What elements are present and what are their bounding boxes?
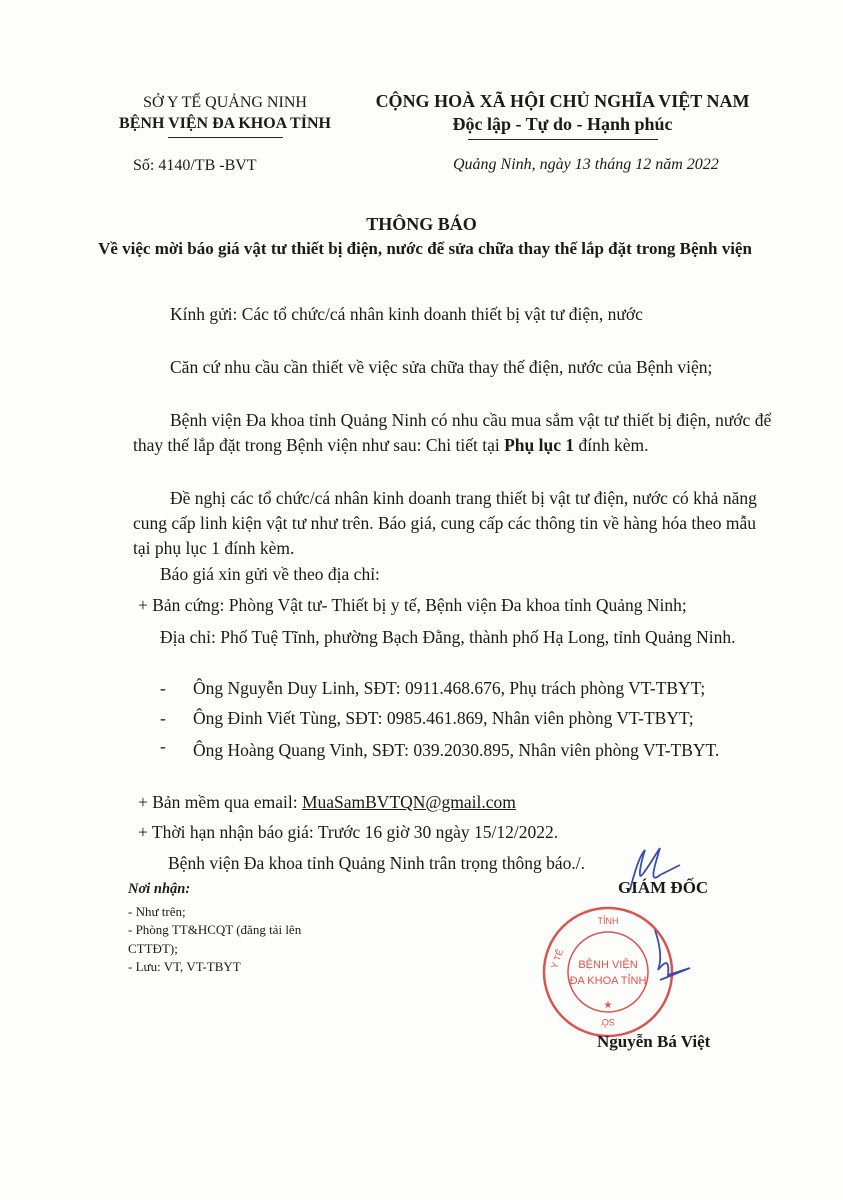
date-place: Quảng Ninh, ngày 13 tháng 12 năm 2022 bbox=[453, 156, 719, 173]
recipient-1: - Như trên; bbox=[128, 904, 186, 919]
recipient-3: - Lưu: VT, VT-TBYT bbox=[128, 959, 241, 974]
authority-line-2: BỆNH VIỆN ĐA KHOA TỈNH bbox=[119, 115, 331, 132]
stamp-line-1: BỆNH VIỆN bbox=[578, 959, 638, 971]
document-number: Số: 4140/TB -BVT bbox=[133, 157, 257, 174]
national-motto bbox=[360, 90, 765, 140]
stamp-side-text: Y TẾ bbox=[549, 948, 566, 970]
motto: Độc lập - Tự do - Hạnh phúc bbox=[452, 114, 673, 134]
paragraph-request: Đề nghị các tổ chức/cá nhân kinh doanh trang thiết bị vật tư điện, nước có khả năng cung cấp linh kiện vật tư như trên. Báo giá, cung cấp các thông tin về hàng hóa theo mẫu tại phụ lục 1 đính kèm. bbox=[133, 488, 757, 558]
issuing-authority bbox=[100, 92, 350, 138]
paragraph-need bbox=[133, 408, 773, 458]
salutation: Kính gửi: Các tổ chức/cá nhân kinh doanh thiết bị vật tư điện, nước bbox=[170, 304, 643, 324]
email-label: + Bản mềm qua email: bbox=[138, 792, 302, 812]
recipients-heading: Nơi nhận: bbox=[128, 881, 191, 897]
stamp-star-icon: ★ bbox=[603, 1000, 613, 1011]
contact-1: Ông Nguyễn Duy Linh, SĐT: 0911.468.676, Phụ trách phòng VT-TBYT; bbox=[193, 678, 706, 698]
signer-role: GIÁM ĐỐC bbox=[618, 878, 709, 897]
address: Địa chỉ: Phố Tuệ Tĩnh, phường Bạch Đằng, thành phố Hạ Long, tỉnh Quảng Ninh. bbox=[160, 627, 736, 647]
contact-3: Ông Hoàng Quang Vinh, SĐT: 039.2030.895, Nhân viên phòng VT-TBYT. bbox=[193, 740, 720, 760]
stamp-line-2: ĐA KHOA TỈNH bbox=[569, 975, 647, 987]
paragraph-need-text: Bệnh viện Đa khoa tỉnh Quảng Ninh có nhu cầu mua sắm vật tư thiết bị điện, nước để thay thế lắp đặt trong Bệnh viện như sau: Chi tiết tại bbox=[133, 410, 772, 455]
email-link[interactable]: MuaSamBVTQN@gmail.com bbox=[301, 792, 516, 812]
stamp-bottom-text: SỞ bbox=[601, 1017, 615, 1027]
authority-divider bbox=[168, 137, 283, 138]
contact-dash-2: - bbox=[160, 708, 166, 728]
deadline: + Thời hạn nhận báo giá: Trước 16 giờ 30 ngày 15/12/2022. bbox=[138, 822, 559, 842]
contact-dash-1: - bbox=[160, 678, 166, 698]
closing-statement: Bệnh viện Đa khoa tỉnh Quảng Ninh trân trọng thông báo./. bbox=[168, 853, 586, 873]
appendix-reference: Phụ lục 1 bbox=[504, 435, 575, 455]
stamp-top-text: TỈNH bbox=[597, 916, 619, 926]
send-to-label: Báo giá xin gửi về theo địa chỉ: bbox=[160, 564, 380, 584]
contact-dash-3: - bbox=[160, 736, 166, 756]
paragraph-need-tail: đính kèm. bbox=[574, 435, 649, 455]
authority-line-1: SỞ Y TẾ QUẢNG NINH bbox=[143, 94, 307, 111]
recipient-2: - Phòng TT&HCQT (đăng tải lên CTTĐT); bbox=[128, 922, 302, 956]
motto-divider bbox=[468, 139, 658, 140]
paragraph-basis: Căn cứ nhu cầu cần thiết về việc sửa chữa thay thế điện, nước của Bệnh viện; bbox=[170, 357, 713, 377]
signer-name: Nguyễn Bá Việt bbox=[597, 1032, 711, 1051]
country-name: CỘNG HOÀ XÃ HỘI CHỦ NGHĨA VIỆT NAM bbox=[375, 91, 750, 111]
document-title: THÔNG BÁO bbox=[366, 214, 477, 234]
signature-icon bbox=[597, 830, 720, 1000]
document-subtitle: Về việc mời báo giá vật tư thiết bị điện, nước để sửa chữa thay thế lắp đặt trong Bệnh viện bbox=[98, 239, 752, 258]
contact-2: Ông Đinh Viết Tùng, SĐT: 0985.461.869, Nhân viên phòng VT-TBYT; bbox=[193, 708, 694, 728]
email-line bbox=[138, 792, 516, 813]
hard-copy-line: + Bản cứng: Phòng Vật tư- Thiết bị y tế, Bệnh viện Đa khoa tỉnh Quảng Ninh; bbox=[138, 595, 687, 615]
